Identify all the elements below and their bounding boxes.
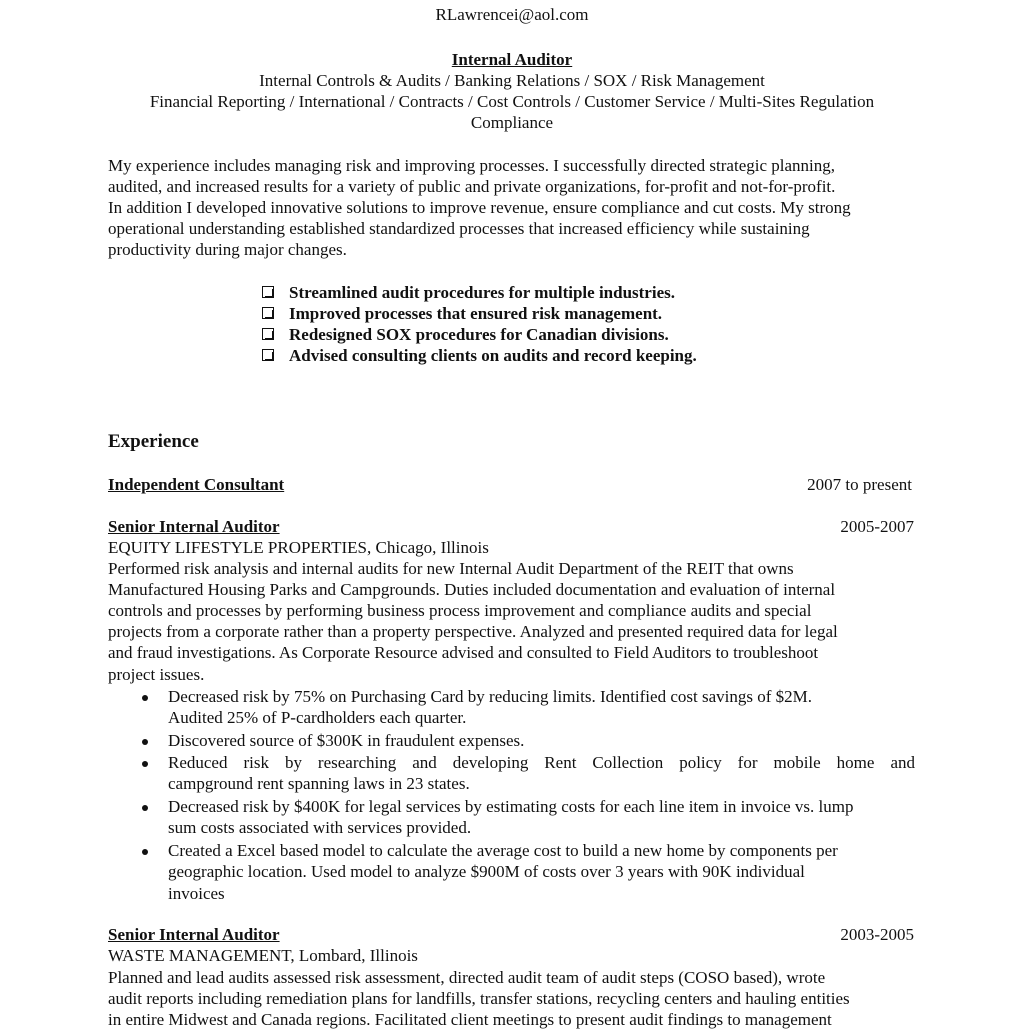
job-desc-line: Manufactured Housing Parks and Campgrounds. Duties included documentation and evaluation of internal bbox=[108, 580, 836, 599]
checkbox-bullet-icon bbox=[262, 286, 274, 298]
job-dates: 2007 to present bbox=[807, 475, 912, 494]
skills-line: Internal Controls & Audits / Banking Relations / SOX / Risk Management bbox=[259, 71, 765, 90]
bullet-line: Reduced risk by researching and developing Rent Collection policy for mobile home and bbox=[168, 753, 915, 772]
summary-line: audited, and increased results for a variety of public and private organizations, for-profit and not-for-profit. bbox=[108, 177, 836, 196]
summary-line: My experience includes managing risk and improving processes. I successfully directed strategic planning, bbox=[108, 156, 836, 175]
bullet-icon bbox=[142, 761, 148, 767]
bullet-icon bbox=[142, 695, 148, 701]
bullet-line: Audited 25% of P-cardholders each quarter. bbox=[168, 708, 467, 727]
summary-line: operational understanding established standardized processes that increased efficiency while sustaining bbox=[108, 219, 810, 238]
bullet-icon bbox=[142, 805, 148, 811]
job-desc-line: in entire Midwest and Canada regions. Facilitated client meetings to present audit findings to management bbox=[108, 1010, 832, 1029]
job-desc-line: Performed risk analysis and internal audits for new Internal Audit Department of the REIT that owns bbox=[108, 559, 794, 578]
job-title: Independent Consultant bbox=[108, 475, 285, 494]
highlight-item: Advised consulting clients on audits and record keeping. bbox=[289, 346, 697, 365]
job-desc-line: projects from a corporate rather than a property perspective. Analyzed and presented required data for legal bbox=[108, 622, 838, 641]
job-company: WASTE MANAGEMENT, Lombard, Illinois bbox=[108, 946, 418, 965]
job-title: Senior Internal Auditor bbox=[108, 517, 280, 536]
bullet-line: Created a Excel based model to calculate the average cost to build a new home by components per bbox=[168, 841, 838, 860]
highlight-item: Redesigned SOX procedures for Canadian divisions. bbox=[289, 325, 669, 344]
summary-line: productivity during major changes. bbox=[108, 240, 347, 259]
skills-line: Financial Reporting / International / Contracts / Cost Controls / Customer Service / Multi-Sites Regulation bbox=[149, 92, 875, 111]
resume-title: Internal Auditor bbox=[451, 50, 573, 69]
job-desc-line: audit reports including remediation plans for landfills, transfer stations, recycling centers and hauling entities bbox=[108, 989, 850, 1008]
job-desc-line: and fraud investigations. As Corporate Resource advised and consulted to Field Auditors to troubleshoot bbox=[108, 643, 819, 662]
highlight-item: Streamlined audit procedures for multiple industries. bbox=[289, 283, 675, 302]
bullet-line: invoices bbox=[168, 884, 225, 903]
checkbox-bullet-icon bbox=[262, 328, 274, 340]
bullet-icon bbox=[142, 849, 148, 855]
job-desc-line: controls and processes by performing business process improvement and compliance audits and special bbox=[108, 601, 812, 620]
contact-email: RLawrencei@aol.com bbox=[435, 5, 589, 24]
bullet-line: Decreased risk by 75% on Purchasing Card by reducing limits. Identified cost savings of $2M. bbox=[168, 687, 812, 706]
job-dates: 2005-2007 bbox=[840, 517, 914, 536]
summary-line: In addition I developed innovative solutions to improve revenue, ensure compliance and cut costs. My strong bbox=[108, 198, 851, 217]
section-heading-experience bbox=[108, 430, 915, 454]
job-dates: 2003-2005 bbox=[840, 925, 914, 944]
checkbox-bullet-icon bbox=[262, 307, 274, 319]
bullet-icon bbox=[142, 739, 148, 745]
bullet-line: Discovered source of $300K in fraudulent expenses. bbox=[168, 731, 525, 750]
bullet-line: Decreased risk by $400K for legal services by estimating costs for each line item in invoice vs. lump bbox=[168, 797, 854, 816]
skills-line: Compliance bbox=[470, 113, 554, 132]
job-title: Senior Internal Auditor bbox=[108, 925, 280, 944]
checkbox-bullet-icon bbox=[262, 349, 274, 361]
bullet-line: sum costs associated with services provided. bbox=[168, 818, 472, 837]
job-company: EQUITY LIFESTYLE PROPERTIES, Chicago, Illinois bbox=[108, 538, 489, 557]
job-desc-line: project issues. bbox=[108, 665, 205, 684]
highlight-item: Improved processes that ensured risk management. bbox=[289, 304, 663, 323]
experience-heading: Experience bbox=[108, 431, 199, 452]
job-desc-line: Planned and lead audits assessed risk assessment, directed audit team of audit steps (COSO based), wrote bbox=[108, 968, 826, 987]
bullet-line: geographic location. Used model to analyze $900M of costs over 3 years with 90K individual bbox=[168, 862, 805, 881]
bullet-line: campground rent spanning laws in 23 states. bbox=[168, 774, 470, 793]
